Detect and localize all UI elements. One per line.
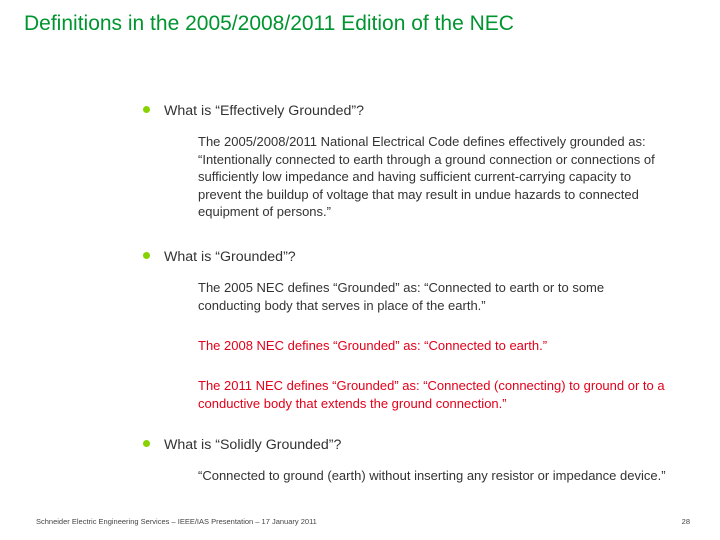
bullet-dot-icon [143, 440, 150, 447]
bullet-question: What is “Grounded”? [164, 249, 296, 265]
definition-grounded-2005: The 2005 NEC defines “Grounded” as: “Connected to earth or to some conducting body that serves in place of the earth.” [198, 280, 605, 313]
bullet-solidly-grounded [143, 437, 341, 453]
footer-text: Schneider Electric Engineering Services – IEEE/IAS Presentation – 17 January 2011 [36, 517, 317, 526]
slide-title: Definitions in the 2005/2008/2011 Edition of the NEC [24, 12, 514, 35]
bullet-question: What is “Effectively Grounded”? [164, 103, 365, 119]
definition-grounded-2008: The 2008 NEC defines “Grounded” as: “Connected to earth.” [198, 338, 548, 353]
definition-solidly-grounded: “Connected to ground (earth) without inserting any resistor or impedance device.” [198, 468, 666, 483]
bullet-effectively-grounded [143, 103, 364, 119]
bullet-dot-icon [143, 106, 150, 113]
definition-effectively-grounded: The 2005/2008/2011 National Electrical Code defines effectively grounded as: “Intentionally connected to earth through a ground connection or connections of sufficiently low impedance and having sufficient current-carrying capacity to prevent the buildup of voltage that may result in undue hazards to connected equipment of persons.” [198, 134, 655, 219]
bullet-dot-icon [143, 252, 150, 259]
definition-grounded-2011: The 2011 NEC defines “Grounded” as: “Connected (connecting) to ground or to a conductive body that extends the ground connection.” [198, 378, 665, 411]
bullet-grounded [143, 249, 296, 265]
bullet-question: What is “Solidly Grounded”? [164, 437, 342, 453]
page-number: 28 [681, 517, 690, 526]
